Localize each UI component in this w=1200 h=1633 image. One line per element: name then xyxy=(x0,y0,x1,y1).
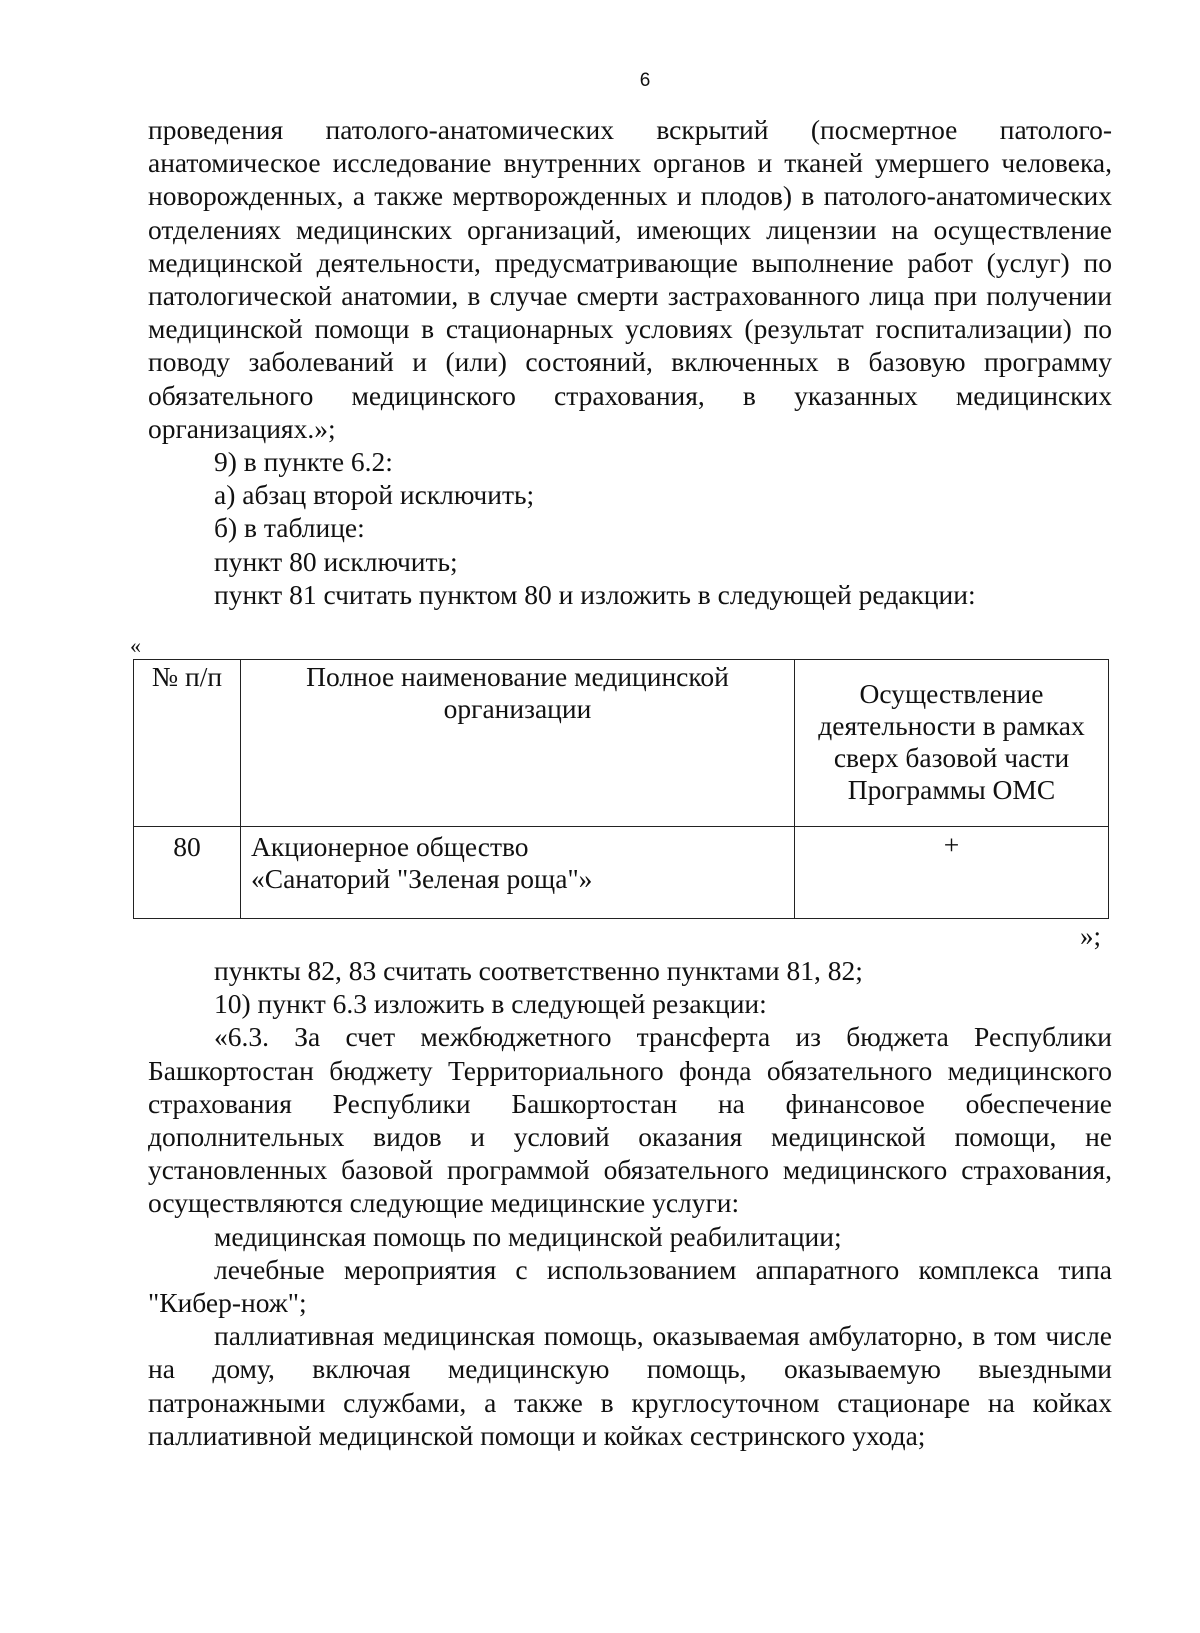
bottom-text-block xyxy=(148,954,1112,1452)
header-organization-name: Полное наименование медицинской организации xyxy=(241,660,795,827)
paragraph-exclude-80: пункт 80 исключить; xyxy=(214,545,458,577)
row-number: 80 xyxy=(134,827,241,919)
header-oms-activity: Осуществление деятельности в рамках сверх базовой части Программы ОМС xyxy=(795,660,1109,827)
paragraph-item-9: 9) в пункте 6.2: xyxy=(214,446,393,478)
paragraph-item-10: 10) пункт 6.3 изложить в следующей резакции: xyxy=(214,988,767,1020)
row-organization-name xyxy=(241,827,795,919)
table-row xyxy=(134,827,1109,919)
table-open-quote: « xyxy=(130,633,141,658)
organization-table xyxy=(133,659,1109,919)
paragraph-cyber-knife: лечебные мероприятия с использованием аппаратного комплекса типа "Кибер-нож"; xyxy=(148,1253,1112,1319)
paragraph-renumber-82-83: пункты 82, 83 считать соответственно пунктами 81, 82; xyxy=(214,955,863,986)
paragraph-palliative: паллиативная медицинская помощь, оказываемая амбулаторно, в том числе на дому, включая медицинскую помощь, оказываемую выездными патронажными службами, а также в круглосуточном стационаре на койках паллиативной медицинской помощи и койках сестринского ухода; xyxy=(148,1320,1112,1451)
table-close-quote: »; xyxy=(1080,921,1102,951)
header-number: № п/п xyxy=(134,660,241,827)
paragraph-rehabilitation: медицинская помощь по медицинской реабилитации; xyxy=(214,1220,842,1252)
paragraph-autopsy: проведения патолого-анатомических вскрытий (посмертное патолого-анатомическое исследование внутренних органов и тканей умершего человека, новорожденных, а также мертворожденных и плодов) в патолого-анатомических отделениях медицинских организаций, имеющих лицензии на осуществление медицинской деятельности, предусматривающие выполнение работ (услуг) по патологической анатомии, в случае смерти застрахованного лица при получении медицинской помощи в стационарных условиях (результат госпитализации) по поводу заболеваний и (или) состояний, включенных в базовую программу обязательного медицинского страхования, в указанных медицинских организациях.»; xyxy=(148,114,1112,444)
paragraph-item-9a: а) абзац второй исключить; xyxy=(214,479,535,511)
paragraph-renumber-81: пункт 81 считать пунктом 80 и изложить в следующей редакции: xyxy=(214,578,976,610)
org-name-line1: Акционерное общество xyxy=(251,831,529,862)
table-header-row xyxy=(134,660,1109,827)
paragraph-item-9b: б) в таблице: xyxy=(214,512,365,544)
page-number: 6 xyxy=(639,70,651,91)
top-text-block xyxy=(148,113,1112,611)
org-name-line2: «Санаторий "Зеленая роща"» xyxy=(251,863,593,894)
paragraph-6-3: «6.3. За счет межбюджетного трансферта из бюджета Республики Башкортостан бюджету Территориального фонда обязательного медицинского страхования Республики Башкортостан на финансовое обеспечение дополнительных видов и условий оказания медицинской помощи, не установленных базовой программой обязательного медицинского страхования, осуществляются следующие медицинские услуги: xyxy=(148,1021,1112,1219)
row-oms-mark: + xyxy=(795,827,1109,919)
